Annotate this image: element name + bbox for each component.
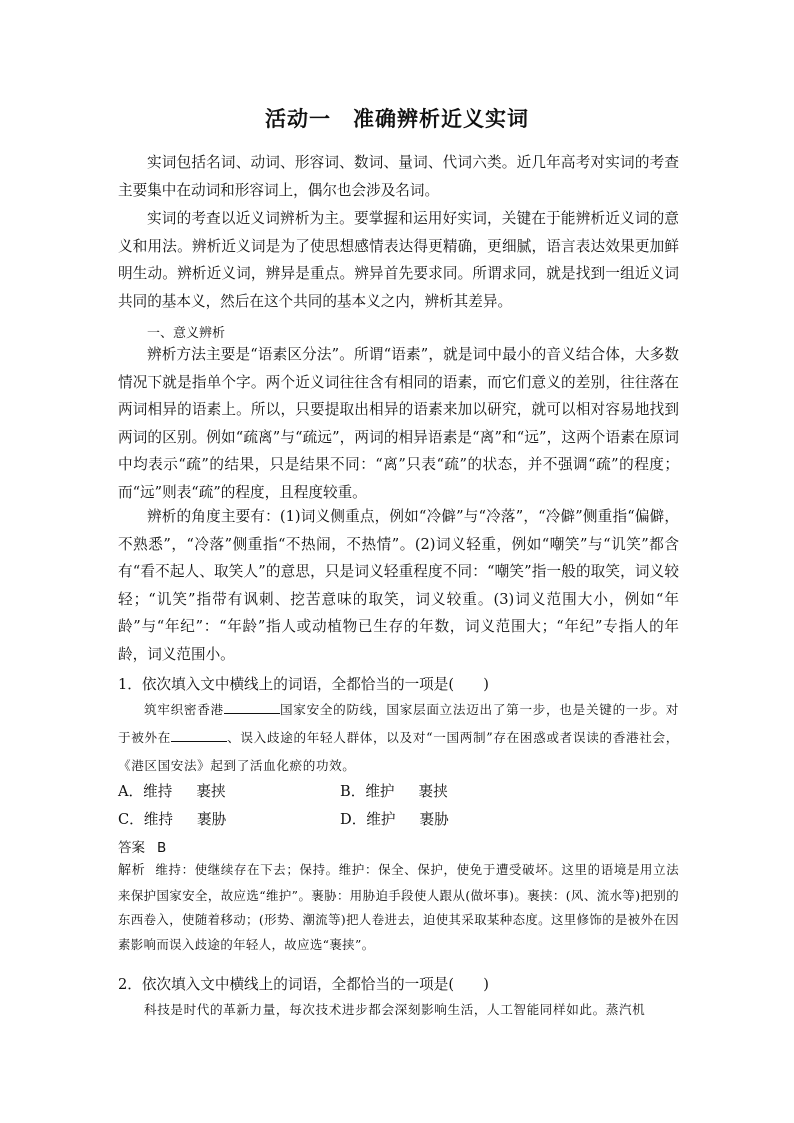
option-letter: B． [340,783,366,800]
answer-label: 答案 [118,840,145,856]
passage-1-part-c: 、误入歧途的年轻人群体，以及对“一国两制”存在困惑或者误读的香港社会，《港区国安法》起到了活血化瘀的功效。 [118,730,679,773]
option-word-1: 维护 [365,783,395,800]
analysis-text: 维持：使继续存在下去；保持。维护：保全、保护，使免于遭受破坏。这里的语境是用立法来保护国家安全，故应选“维护”。裹胁：用胁迫手段使人跟从(做坏事)。裹挟：(风、流水等)把别的东西卷入，使随着移动；(形势、潮流等)把人卷进去，迫使其采取某种态度。这里修饰的是被外在因素影响而误入歧途的年轻人，故应选“裹挟”。 [118,862,679,952]
option-c [118,808,226,829]
page-title: 活动一 准确辨析近义实词 [265,106,529,131]
option-word-1: 维持 [143,811,173,828]
question-1-stem: 1．依次填入文中横线上的词语，全都恰当的一项是( ) [118,676,489,693]
passage-1-part-b: 国家安全的防线，国家层面立法迈出了第一步，也是关键的一步。对于被外在 [118,702,680,745]
question-1-passage [118,696,679,780]
option-a [118,780,226,801]
analysis-label: 解析 [118,863,146,878]
question-2-passage: 科技是时代的革新力量，每次技术进步都会深刻影响生活，人工智能同样如此。蒸汽机 [144,1002,646,1017]
passage-1-part-a: 筑牢织密香港 [144,702,224,717]
method-paragraph-1: 辨析方法主要是“语素区分法”。所谓“语素”，就是词中最小的音义结合体，大多数情况下就是指单个字。两个近义词往往含有相同的语素，而它们意义的差别，往往落在两词相异的语素上。所以，只要提取出相异的语素来加以研究，就可以相对容易地找到两词的区别。例如“疏离”与“疏远”，两词的相异语素是“离”和“远”，这两个语素在原词中均表示“疏”的结果，只是结果不同：“离”只表“疏”的状态，并不强调“疏”的程度；而“远”则表“疏”的程度，且程度较重。 [118,346,679,501]
method-paragraph-2: 辨析的角度主要有：(1)词义侧重点，例如“冷僻”与“冷落”，“冷僻”侧重指“偏僻，不熟悉”，“冷落”侧重指“不热闹，不热情”。(2)词义轻重，例如“嘲笑”与“讥笑”都含有“看不起人、取笑人”的意思，只是词义轻重程度不同：“嘲笑”指一般的取笑，词义较轻；“讥笑”指带有讽刺、挖苦意味的取笑，词义较重。(3)词义范围大小，例如“年龄”与“年纪”：“年龄”指人或动植物已生存的年数，词义范围大；“年纪”专指人的年龄，词义范围小。 [118,508,679,663]
answer-value: B [157,840,167,856]
intro-paragraph-2: 实词的考查以近义词辨析为主。要掌握和运用好实词，关键在于能辨析近义词的意义和用法。辨析近义词是为了使思想感情表达得更精确，更细腻，语言表达效果更加鲜明生动。辨析近义词，辨异是重点。辨异首先要求同。所谓求同，就是找到一组近义词共同的基本义，然后在这个共同的基本义之内，辨析其差异。 [118,210,679,310]
question-2-stem: 2．依次填入文中横线上的词语，全都恰当的一项是( ) [118,976,489,993]
section-heading: 一、意义辨析 [147,326,226,341]
option-word-1: 维护 [366,811,396,828]
intro-paragraph-1: 实词包括名词、动词、形容词、数词、量词、代词六类。近几年高考对实词的考查主要集中在动词和形容词上，偶尔也会涉及名词。 [118,154,679,199]
option-d [340,808,449,829]
answer-blank-2 [171,727,227,742]
option-word-1: 维持 [143,783,173,800]
answer-blank-1 [224,699,280,714]
option-letter: A． [118,783,144,800]
option-b [340,780,448,801]
option-word-2: 裹挟 [418,783,448,800]
option-word-2: 裹胁 [419,811,449,828]
option-letter: C． [118,811,144,828]
option-word-2: 裹胁 [196,811,227,828]
option-letter: D． [340,811,367,828]
answer-line [118,836,166,856]
analysis-paragraph [118,858,679,957]
option-word-2: 裹挟 [196,783,226,800]
